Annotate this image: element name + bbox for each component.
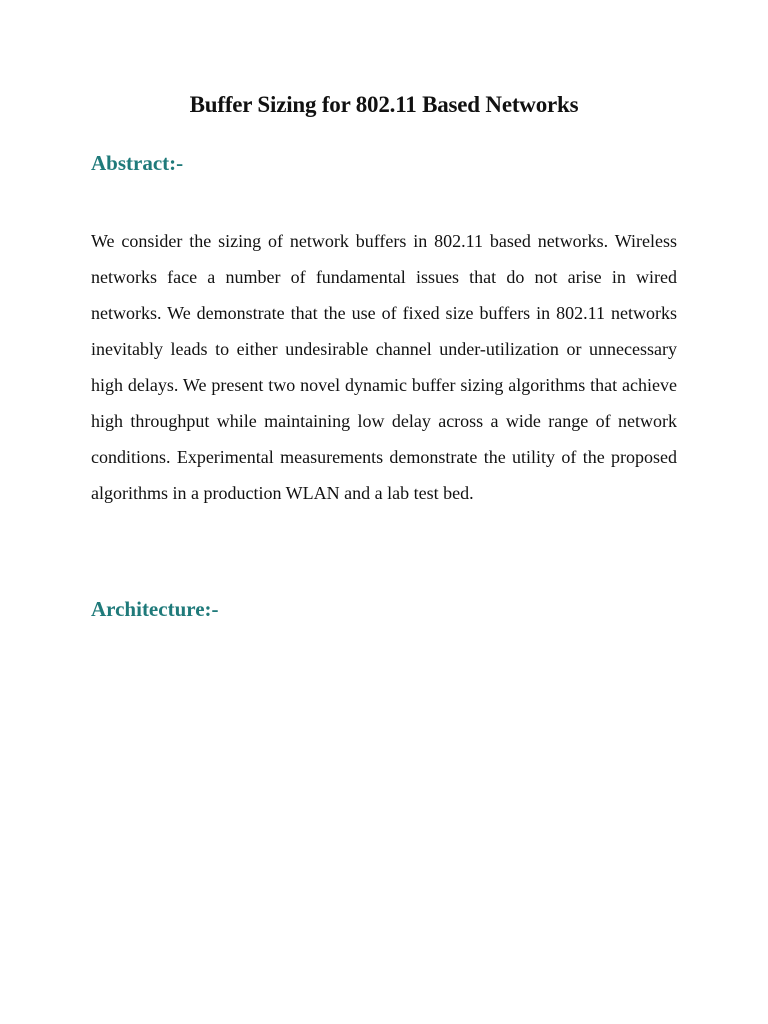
architecture-heading: Architecture:- [91,597,219,621]
abstract-heading: Abstract:- [91,151,184,175]
document-title: Buffer Sizing for 802.11 Based Networks [189,92,579,117]
abstract-paragraph: We consider the sizing of network buffers in 802.11 based networks. Wireless networks face a number of fundamental issues that do not arise in wired networks. We demonstrate that the use of fixed size buffers in 802.11 networks inevitably leads to either undesirable channel under-utilization or unnecessary high delays. We present two novel dynamic buffer sizing algorithms that achieve high throughput while maintaining low delay across a wide range of network conditions. Experimental measurements demonstrate the utility of the proposed algorithms in a production WLAN and a lab test bed. [91,231,677,503]
